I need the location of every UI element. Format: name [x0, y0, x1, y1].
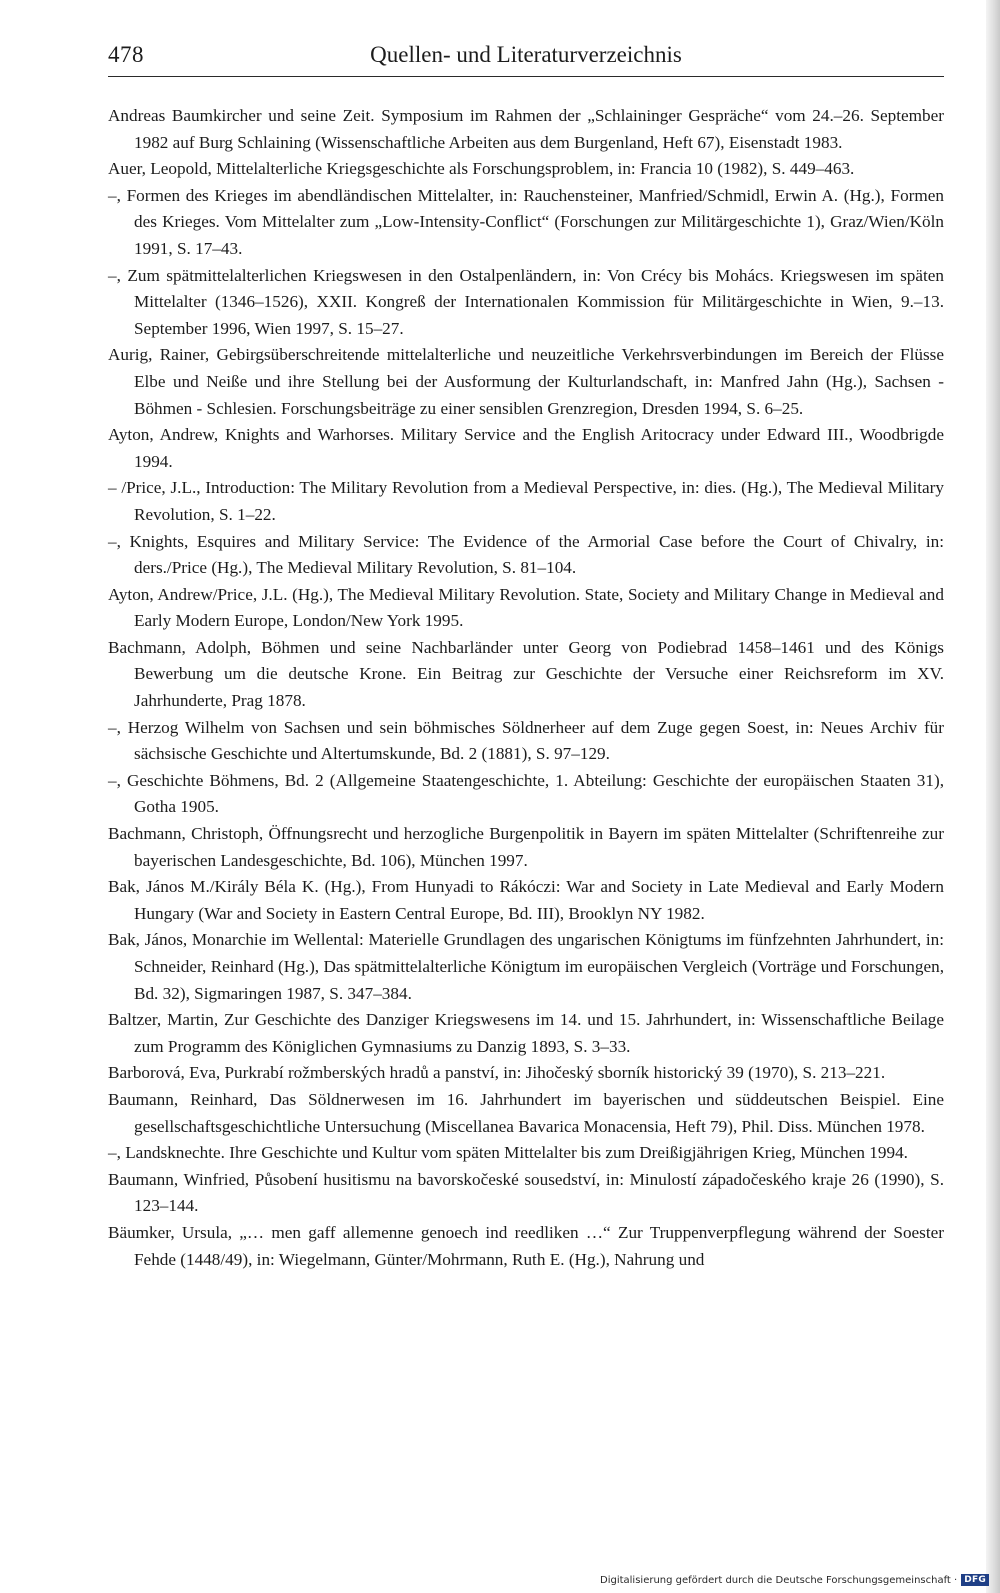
bibliography-entry: Ayton, Andrew, Knights and Warhorses. Military Service and the English Aritocracy under Edward III., Woodbrigde 1994. [108, 425, 944, 471]
bibliography-entry: Andreas Baumkircher und seine Zeit. Symposium im Rahmen der „Schlaininger Gespräche“ vom 24.–26. September 1982 auf Burg Schlaining (Wissenschaftliche Arbeiten aus dem Burgenland, Heft 67), Eisenstadt 1983. [108, 106, 944, 152]
bibliography-entry: Bäumker, Ursula, „… men gaff allemenne genoech ind reedliken …“ Zur Truppenverpflegung während der Soester Fehde (1448/49), in: Wiegelmann, Günter/Mohrmann, Ruth E. (Hg.), Nahrung und [108, 1222, 944, 1269]
bibliography-entry: Bak, János, Monarchie im Wellental: Materielle Grundlagen des ungarischen Königtums im fünfzehnten Jahrhundert, in: Schneider, Reinhard (Hg.), Das spätmittelalterliche Königtum im europäischen Vergleich (Vorträge und Forschungen, Bd. 32), Sigmaringen 1987, S. 347–384. [108, 930, 944, 1003]
page-header [108, 40, 944, 77]
digitization-footer [600, 1572, 989, 1588]
bibliography-entry: –, Geschichte Böhmens, Bd. 2 (Allgemeine Staatengeschichte, 1. Abteilung: Geschichte der europäischen Staaten 31), Gotha 1905. [108, 770, 944, 817]
page-number: 478 [108, 42, 144, 67]
bibliography-entry: Barborová, Eva, Purkrabí rožmberských hradů a panství, in: Jihočeský sborník historický 39 (1970), S. 213–221. [108, 1063, 886, 1083]
bibliography-entry: –, Landsknechte. Ihre Geschichte und Kultur vom späten Mittelalter bis zum Dreißigjährigen Krieg, München 1994. [108, 1143, 908, 1163]
bibliography-entry: Bachmann, Christoph, Öffnungsrecht und herzogliche Burgenpolitik in Bayern im späten Mittelalter (Schriftenreihe zur bayerischen Landesgeschichte, Bd. 106), München 1997. [108, 824, 944, 870]
bibliography-list [108, 103, 944, 1273]
bibliography-entry: –, Formen des Krieges im abendländischen Mittelalter, in: Rauchensteiner, Manfried/Schmidl, Erwin A. (Hg.), Formen des Krieges. Vom Mittelalter zum „Low-Intensity-Conflict“ (Forschungen zur Militärgeschichte 1), Graz/Wien/Köln 1991, S. 17–43. [108, 185, 944, 258]
footer-credit: Digitalisierung gefördert durch die Deutsche Forschungsgemeinschaft · [600, 1574, 958, 1586]
running-head: Quellen- und Literaturverzeichnis [370, 42, 682, 67]
bibliography-entry: Ayton, Andrew/Price, J.L. (Hg.), The Medieval Military Revolution. State, Society and Military Change in Medieval and Early Modern Europe, London/New York 1995. [108, 584, 944, 631]
bibliography-entry: Aurig, Rainer, Gebirgsüberschreitende mittelalterliche und neuzeitliche Verkehrsverbindungen im Bereich der Flüsse Elbe und Neiße und ihre Stellung bei der Ausformung der Kulturlandschaft, in: Manfred Jahn (Hg.), Sachsen - Böhmen - Schlesien. Forschungsbeiträge zu einer sensiblen Grenzregion, Dresden 1994, S. 6–25. [108, 345, 944, 418]
page-edge-shadow [986, 0, 1000, 1593]
bibliography-entry: –, Herzog Wilhelm von Sachsen und sein böhmisches Söldnerheer auf dem Zuge gegen Soest, in: Neues Archiv für sächsische Geschichte und Altertumskunde, Bd. 2 (1881), S. 97–129. [108, 717, 944, 764]
bibliography-entry: Bak, János M./Király Béla K. (Hg.), From Hunyadi to Rákóczi: War and Society in Late Medieval and Early Modern Hungary (War and Society in Eastern Central Europe, Bd. III), Brooklyn NY 1982. [108, 877, 944, 923]
bibliography-entry: Baumann, Winfried, Působení husitismu na bavorskočeské sousedství, in: Minulostí západočeského kraje 26 (1990), S. 123–144. [108, 1169, 944, 1216]
bibliography-entry: –, Knights, Esquires and Military Service: The Evidence of the Armorial Case before the Court of Chivalry, in: ders./Price (Hg.), The Medieval Military Revolution, S. 81–104. [108, 531, 944, 578]
bibliography-entry: Bachmann, Adolph, Böhmen und seine Nachbarländer unter Georg von Podiebrad 1458–1461 und des Königs Bewerbung um die deutsche Krone. Ein Beitrag zur Geschichte der Versuche einer Reichsreform im XV. Jahrhunderte, Prag 1878. [108, 637, 944, 711]
bibliography-entry: Auer, Leopold, Mittelalterliche Kriegsgeschichte als Forschungsproblem, in: Francia 10 (1982), S. 449–463. [108, 159, 855, 179]
bibliography-entry: –, Zum spätmittelalterlichen Kriegswesen in den Ostalpenländern, in: Von Crécy bis Mohács. Kriegswesen im späten Mittelalter (1346–1526), XXII. Kongreß der Internationalen Kommission für Militärgeschichte in Wien, 9.–13. September 1996, Wien 1997, S. 15–27. [108, 265, 944, 338]
bibliography-entry: – /Price, J.L., Introduction: The Military Revolution from a Medieval Perspective, in: dies. (Hg.), The Medieval Military Revolution, S. 1–22. [108, 478, 944, 524]
bibliography-entry: Baumann, Reinhard, Das Söldnerwesen im 16. Jahrhundert im bayerischen und süddeutschen Beispiel. Eine gesellschaftsgeschichtliche Untersuchung (Miscellanea Bavarica Monacensia, Heft 79), Phil. Diss. München 1978. [108, 1089, 944, 1136]
dfg-logo: DFG [961, 1574, 989, 1586]
bibliography-entry: Baltzer, Martin, Zur Geschichte des Danziger Kriegswesens im 14. und 15. Jahrhundert, in: Wissenschaftliche Beilage zum Programm des Königlichen Gymnasiums zu Danzig 1893, S. 3–33. [108, 1010, 944, 1056]
